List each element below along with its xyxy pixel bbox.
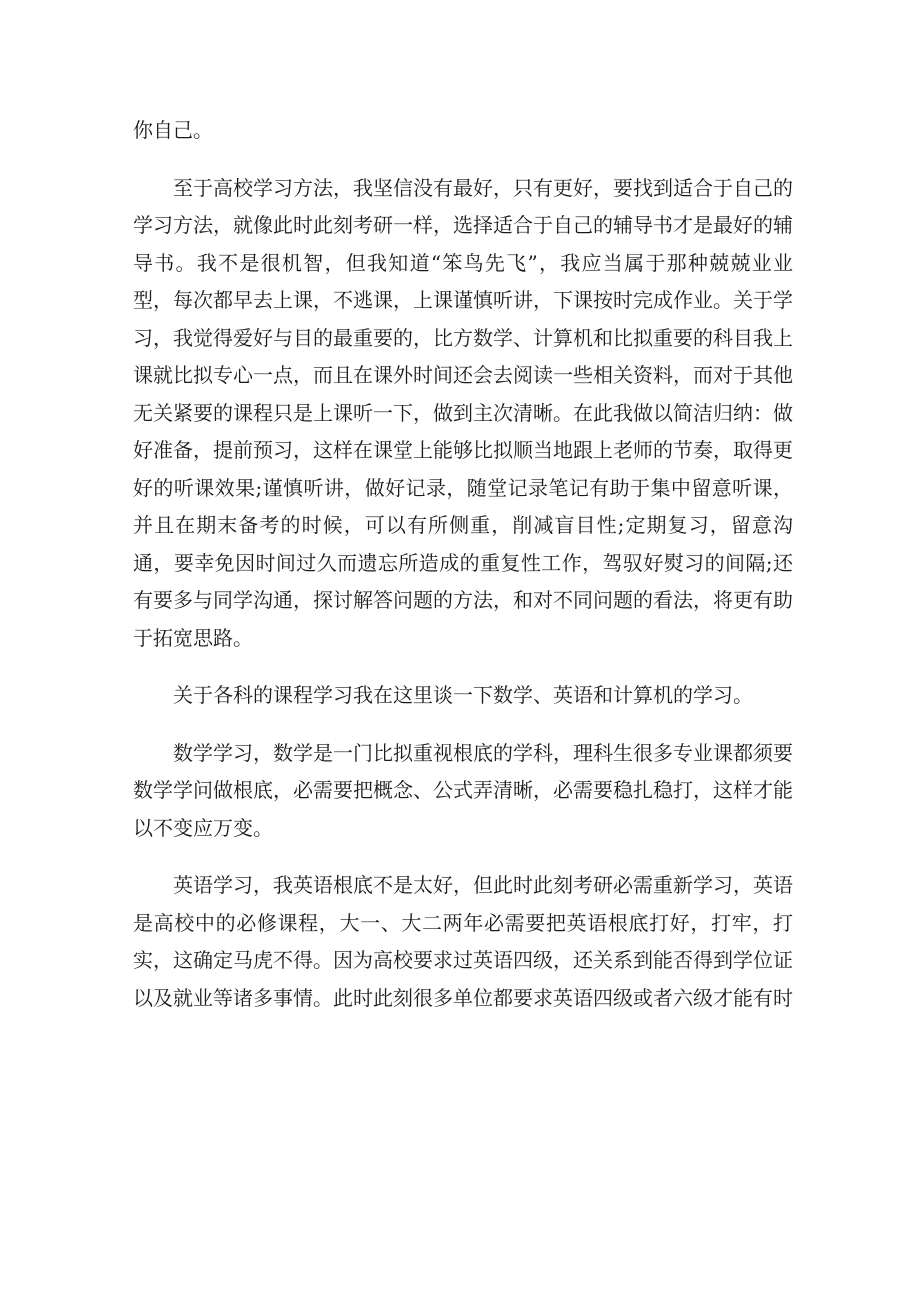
paragraph-continuation: 你自己。 [133,118,213,142]
paragraph-english-study: 英语学习，我英语根底不是太好，但此时此刻考研必需重新学习，英语是高校中的必修课程，大一、大二两年必需要把英语根底打好，打牢，打实，这确定马虎不得。因为高校要求过英语四级，还关系到能否得到学位证以及就业等诸多事情。此时此刻很多单位都要求英语四级或者六级才能有时 [133,873,793,1010]
paragraph-math-study: 数学学习，数学是一门比拟重视根底的学科，理科生很多专业课都须要数学学问做根底，必需要把概念、公式弄清晰，必需要稳扎稳打，这样才能以不变应万变。 [133,740,793,840]
paragraph-study-methods: 至于高校学习方法，我坚信没有最好，只有更好，要找到适合于自己的学习方法，就像此时此刻考研一样，选择适合于自己的辅导书才是最好的辅导书。我不是很机智，但我知道“笨鸟先飞”，我应当属于那种兢兢业业型，每次都早去上课，不逃课，上课谨慎听讲，下课按时完成作业。关于学习，我觉得爱好与目的最重要的，比方数学、计算机和比拟重要的科目我上课就比拟专心一点，而且在课外时间还会去阅读一些相关资料，而对于其他无关紧要的课程只是上课听一下，做到主次清晰。在此我做以简洁归纳：做好准备，提前预习，这样在课堂上能够比拟顺当地跟上老师的节奏，取得更好的听课效果;谨慎听讲，做好记录，随堂记录笔记有助于集中留意听课，并且在期末备考的时候，可以有所侧重，削减盲目性;定期复习，留意沟通，要幸免因时间过久而遗忘所造成的重复性工作，驾驭好熨习的间隔;还有要多与同学沟通，探讨解答问题的方法，和对不同问题的看法，将更有助于拓宽思路。 [133,175,793,650]
paragraph-course-intro: 关于各科的课程学习我在这里谈一下数学、英语和计算机的学习。 [173,683,753,707]
document-body [133,112,793,1037]
